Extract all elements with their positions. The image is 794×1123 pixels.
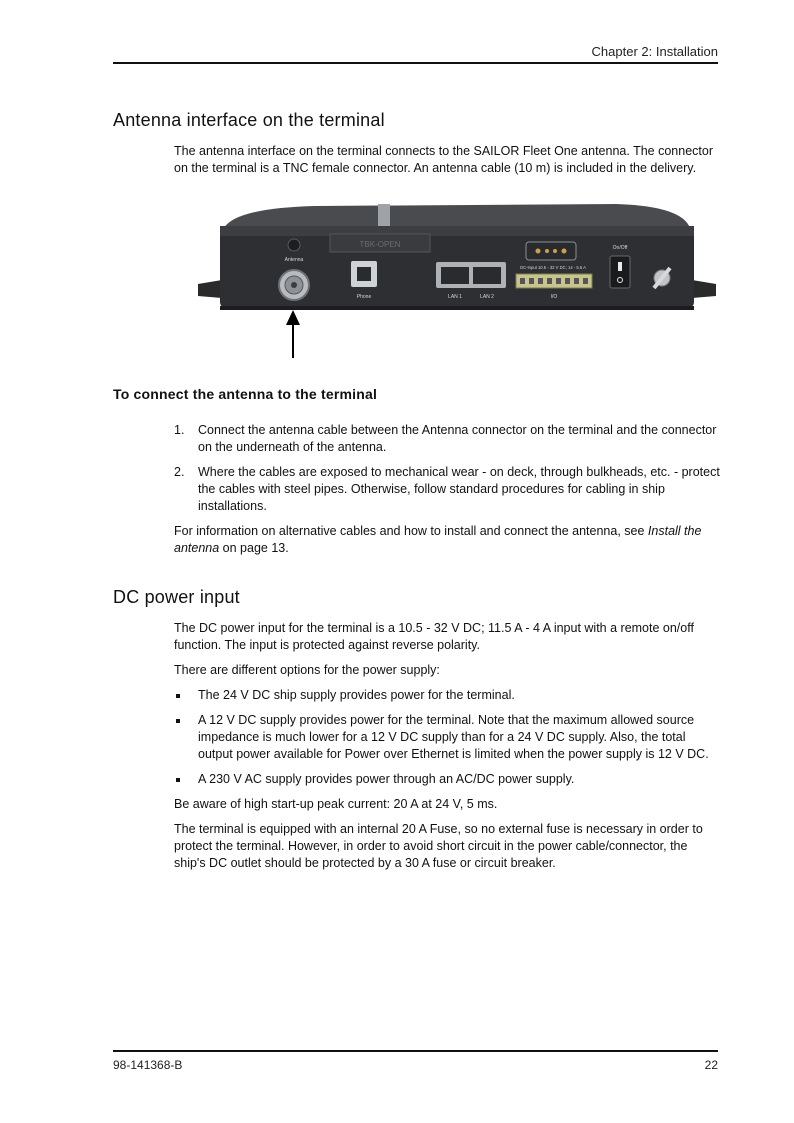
- bullet-item: A 12 V DC supply provides power for the terminal. Note that the maximum allowed source impedance is much lower for a 12 V DC supply than for a 24 V DC supply. Also, the total output power available for Power over Ethernet is limited when the power supply is 12 V DC.: [174, 712, 720, 763]
- io-terminal-block: [516, 274, 592, 288]
- step-number: 2.: [174, 465, 185, 479]
- running-header: Chapter 2: Installation: [591, 44, 718, 59]
- header-rule: [113, 62, 718, 64]
- section-heading-dc-power-input: DC power input: [113, 587, 240, 607]
- bullet-marker: [176, 778, 180, 782]
- io-label: I/O: [550, 294, 558, 300]
- dc-para-1: The DC power input for the terminal is a 10.5 - 32 V DC; 11.5 A - 4 A input with a remote on/off function. The input is protected against reverse polarity.: [174, 621, 694, 652]
- footer-rule: [113, 1050, 718, 1052]
- pointer-arrow-head: [286, 310, 300, 325]
- left-mounting-flange: [198, 280, 222, 298]
- terminal-rear-panel-figure: [196, 198, 718, 362]
- onoff-label: On/Off: [612, 245, 628, 251]
- connect-antenna-content: [174, 422, 720, 565]
- step-text: Connect the antenna cable between the Antenna connector on the terminal and the connector on the underneath of the antenna.: [198, 423, 717, 454]
- dc-power-content: [174, 620, 720, 880]
- section-heading-antenna-interface: Antenna interface on the terminal: [113, 110, 385, 130]
- lan1-port: [441, 267, 469, 284]
- cross-reference-paragraph: For information on alternative cables and how to install and connect the antenna, see Install the antenna on page 13.: [174, 524, 702, 555]
- dc-para-4: The terminal is equipped with an internal 20 A Fuse, so no external fuse is necessary in order to protect the terminal. However, in order to avoid short circuit in the power cable/connector, the ship's DC outlet should be protected by a 30 A fuse or circuit breaker.: [174, 822, 703, 870]
- bullet-marker: [176, 719, 180, 723]
- onoff-switch: [610, 256, 630, 288]
- step-text: Where the cables are exposed to mechanical wear - on deck, through bulkheads, etc. - protect the cables with steel pipes. Otherwise, follow standard procedures for cabling in ship installations.: [198, 465, 720, 513]
- subsection-heading-connect-antenna: To connect the antenna to the terminal: [113, 386, 378, 402]
- power-options-list: [174, 687, 720, 788]
- dc-input-connector: [526, 242, 576, 260]
- section-antenna-intro: [174, 143, 720, 185]
- lan2-label: LAN 2: [480, 294, 494, 300]
- bullet-item: A 230 V AC supply provides power through an AC/DC power supply.: [174, 771, 720, 788]
- step-number: 1.: [174, 423, 185, 437]
- step-item: [174, 422, 720, 456]
- sticker-text: TBK-OPEN: [359, 240, 401, 249]
- antenna-port-label: Antenna: [284, 257, 304, 263]
- bullet-marker: [176, 694, 180, 698]
- antenna-screw: [288, 239, 300, 251]
- page-number: 22: [704, 1058, 718, 1072]
- terminal-top-casing: [224, 204, 690, 228]
- bullet-item: The 24 V DC ship supply provides power for the terminal.: [174, 687, 720, 704]
- lan1-label: LAN 1: [448, 294, 462, 300]
- connect-steps-list: [174, 422, 720, 515]
- step-item: [174, 464, 720, 515]
- phone-port-label: Phone: [356, 294, 372, 300]
- dc-para-2: There are different options for the power supply:: [174, 663, 440, 677]
- dc-para-3: Be aware of high start-up peak current: 20 A at 24 V, 5 ms.: [174, 797, 498, 811]
- lan2-port: [473, 267, 501, 284]
- right-mounting-flange: [692, 280, 716, 298]
- dc-input-label: DC-Input 10.5 - 32 V DC; 14 - 5.5 A: [520, 265, 586, 270]
- document-number: 98-141368-B: [113, 1058, 183, 1072]
- cross-reference-link[interactable]: Install the antenna: [174, 524, 702, 555]
- top-light-tab: [378, 204, 390, 226]
- antenna-intro-paragraph: The antenna interface on the terminal connects to the SAILOR Fleet One antenna. The connector on the terminal is a TNC female connector. An antenna cable (10 m) is included in the delivery.: [174, 144, 713, 175]
